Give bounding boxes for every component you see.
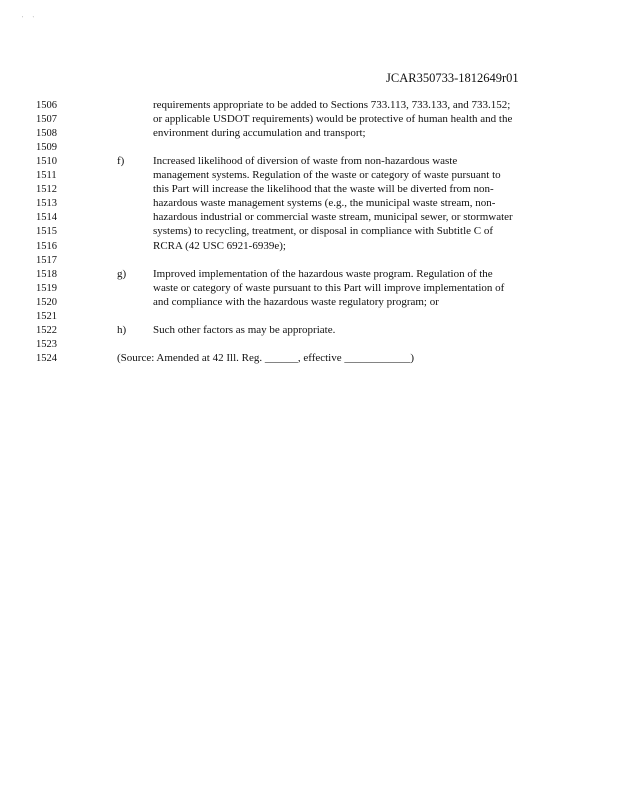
item-label: h) (117, 323, 127, 336)
document-line (0, 127, 618, 140)
item-label: g) (117, 267, 127, 280)
document-line (0, 155, 618, 168)
line-text: waste or category of waste pursuant to this Part will improve implementation of (153, 281, 505, 294)
document-line (0, 338, 618, 351)
line-number: 1513 (36, 198, 57, 210)
line-text: environment during accumulation and transport; (153, 127, 366, 140)
line-number: 1518 (36, 268, 57, 280)
line-number: 1515 (36, 226, 57, 238)
line-number: 1520 (36, 296, 57, 308)
line-text: this Part will increase the likelihood that the waste will be diverted from non- (153, 183, 494, 196)
line-text: or applicable USDOT requirements) would be protective of human health and the (153, 113, 513, 126)
line-number: 1514 (36, 212, 57, 224)
document-id: JCAR350733-1812649r01 (386, 71, 519, 85)
document-line (0, 268, 618, 281)
document-line (0, 141, 618, 154)
line-number: 1507 (36, 114, 57, 126)
line-number: 1523 (36, 338, 57, 350)
line-text: RCRA (42 USC 6921-6939e); (153, 239, 286, 252)
line-number: 1517 (36, 254, 57, 266)
document-line (0, 99, 618, 112)
document-line (0, 254, 618, 267)
line-number: 1519 (36, 282, 57, 294)
document-line (0, 352, 618, 365)
item-label: f) (117, 155, 125, 168)
line-number: 1506 (36, 100, 57, 111)
line-text: hazardous waste management systems (e.g., the municipal waste stream, non- (153, 197, 496, 210)
line-number: 1516 (36, 240, 57, 252)
line-text: Increased likelihood of diversion of waste from non-hazardous waste (153, 155, 458, 168)
line-text: hazardous industrial or commercial waste stream, municipal sewer, or stormwater (153, 211, 513, 224)
line-text: management systems. Regulation of the waste or category of waste pursuant to (153, 169, 501, 182)
document-line (0, 324, 618, 337)
source-note: (Source: Amended at 42 Ill. Reg. ______, effective ____________) (117, 351, 415, 364)
corner-mark: ' ' (22, 16, 38, 22)
document-line (0, 211, 618, 224)
document-line (0, 310, 618, 323)
document-line (0, 183, 618, 196)
line-number: 1508 (36, 128, 57, 140)
document-line (0, 197, 618, 210)
line-number: 1510 (36, 156, 57, 168)
line-text: systems) to recycling, treatment, or disposal in compliance with Subtitle C of (153, 225, 494, 238)
document-line (0, 169, 618, 182)
line-text: Improved implementation of the hazardous waste program. Regulation of the (153, 267, 493, 280)
line-text: and compliance with the hazardous waste regulatory program; or (153, 295, 439, 308)
document-line (0, 296, 618, 309)
line-number: 1509 (36, 142, 57, 154)
document-line (0, 240, 618, 253)
line-number: 1522 (36, 324, 57, 336)
document-line (0, 282, 618, 295)
line-number: 1524 (36, 352, 57, 364)
line-number: 1511 (36, 170, 57, 182)
line-text: requirements appropriate to be added to Sections 733.113, 733.133, and 733.152; (153, 99, 511, 111)
line-text: Such other factors as may be appropriate. (153, 323, 336, 336)
document-line (0, 113, 618, 126)
line-number: 1521 (36, 310, 57, 322)
document-line (0, 225, 618, 238)
line-number: 1512 (36, 184, 57, 196)
